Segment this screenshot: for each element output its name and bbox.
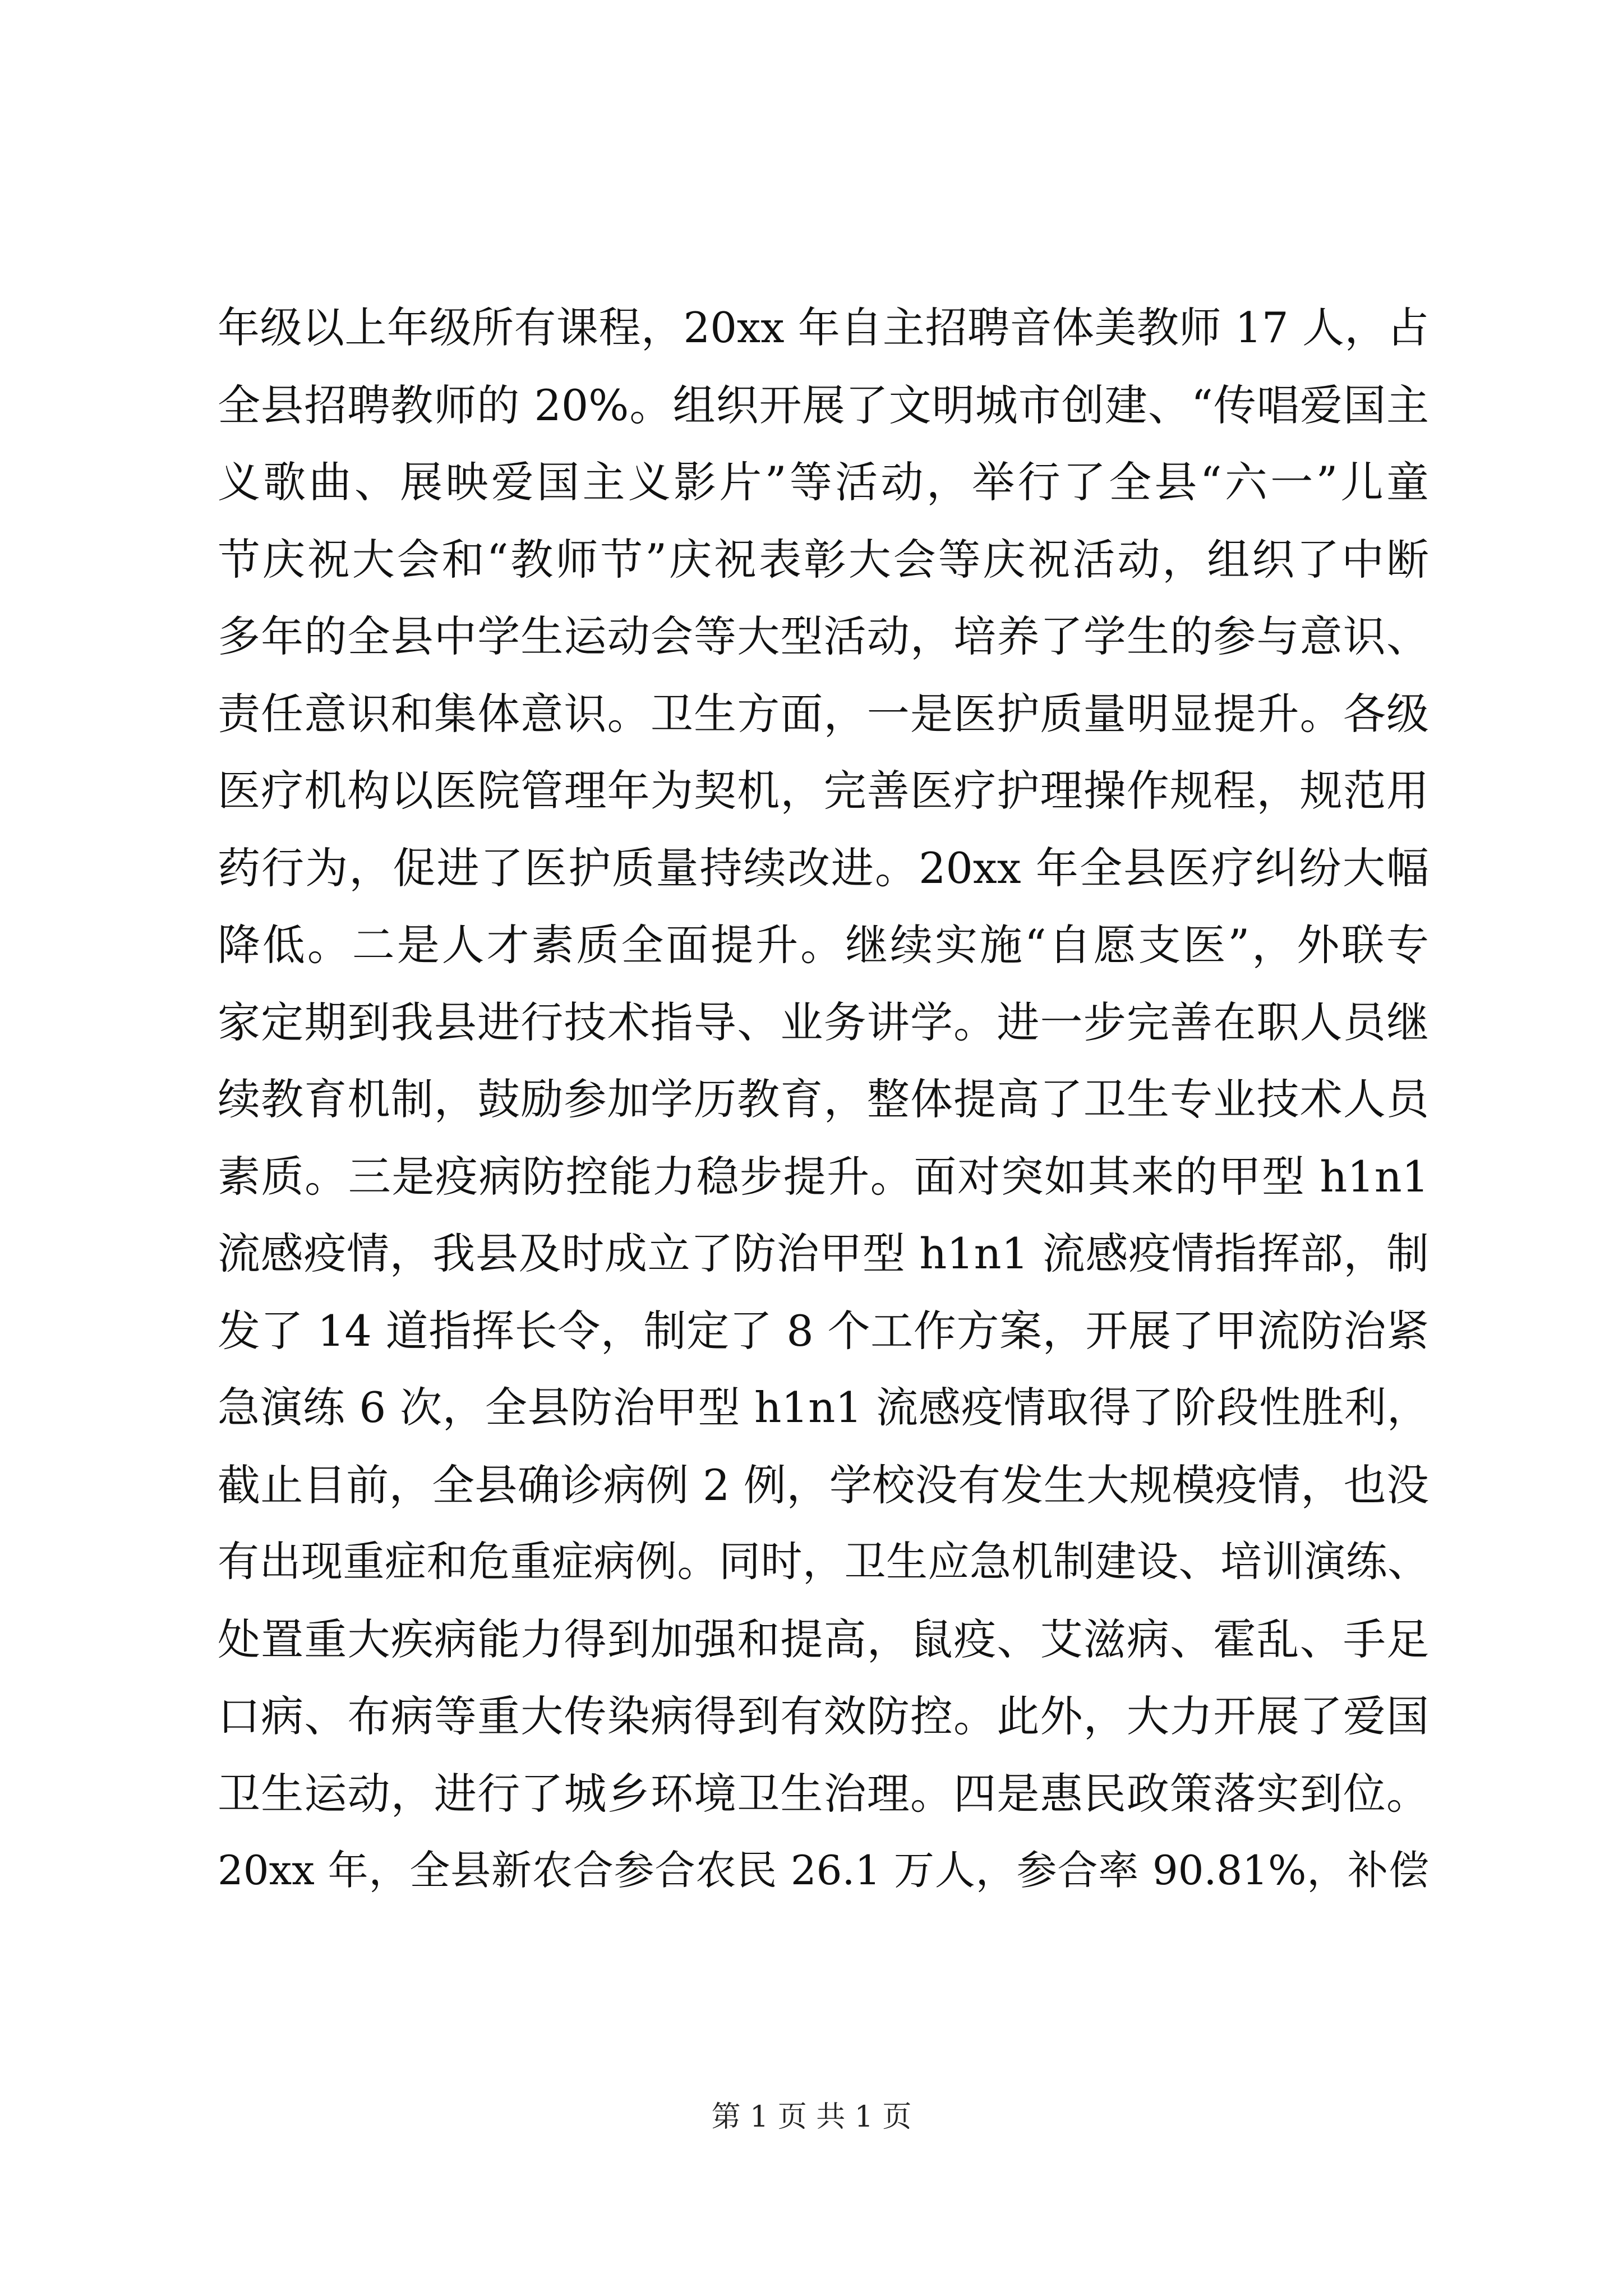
- text-line: 多年的全县中学生运动会等大型活动，培养了学生的参与意识、: [218, 611, 1429, 661]
- text-line: 口病、布病等重大传染病得到有效防控。此外，大力开展了爱国: [218, 1691, 1429, 1741]
- body-text: [218, 289, 1429, 1910]
- text-line: 药行为，促进了医护质量持续改进。20xx 年全县医疗纠纷大幅: [218, 843, 1429, 893]
- text-line: 急演练 6 次，全县防治甲型 h1n1 流感疫情取得了阶段性胜利，: [218, 1383, 1429, 1432]
- text-line: 年级以上年级所有课程，20xx 年自主招聘音体美教师 17 人，占: [218, 303, 1429, 352]
- text-line: 截止目前，全县确诊病例 2 例，学校没有发生大规模疫情，也没: [218, 1460, 1429, 1510]
- text-line: 全县招聘教师的 20%。组织开展了文明城市创建、“传唱爱国主: [218, 380, 1429, 430]
- text-line: 节庆祝大会和“教师节”庆祝表彰大会等庆祝活动，组织了中断: [218, 534, 1429, 585]
- text-line: 有出现重症和危重症病例。同时，卫生应急机制建设、培训演练、: [218, 1538, 1429, 1586]
- text-line: 20xx 年，全县新农合参合农民 26.1 万人，参合率 90.81%，补偿: [218, 1847, 1429, 1894]
- text-line: 降低。二是人才素质全面提升。继续实施“自愿支医”，外联专: [218, 920, 1429, 970]
- text-line: 义歌曲、展映爱国主义影片”等活动，举行了全县“六一”儿童: [218, 457, 1429, 507]
- text-line: 续教育机制，鼓励参加学历教育，整体提高了卫生专业技术人员: [218, 1074, 1429, 1124]
- text-line: 医疗机构以医院管理年为契机，完善医疗护理操作规程，规范用: [218, 766, 1429, 816]
- page-footer: [0, 2097, 1623, 2137]
- text-line: 发了 14 道指挥长令，制定了 8 个工作方案，开展了甲流防治紧: [218, 1305, 1429, 1356]
- text-line: 责任意识和集体意识。卫生方面，一是医护质量明显提升。各级: [218, 688, 1429, 739]
- text-line: 卫生运动，进行了城乡环境卫生治理。四是惠民政策落实到位。: [218, 1768, 1429, 1819]
- text-line: 流感疫情，我县及时成立了防治甲型 h1n1 流感疫情指挥部，制: [218, 1228, 1429, 1278]
- text-line: 素质。三是疫病防控能力稳步提升。面对突如其来的甲型 h1n1: [218, 1151, 1429, 1202]
- text-line: 家定期到我县进行技术指导、业务讲学。进一步完善在职人员继: [218, 997, 1429, 1047]
- text-line: 处置重大疾病能力得到加强和提高，鼠疫、艾滋病、霍乱、手足: [218, 1614, 1429, 1664]
- page-number: 第 1 页 共 1 页: [711, 2100, 912, 2134]
